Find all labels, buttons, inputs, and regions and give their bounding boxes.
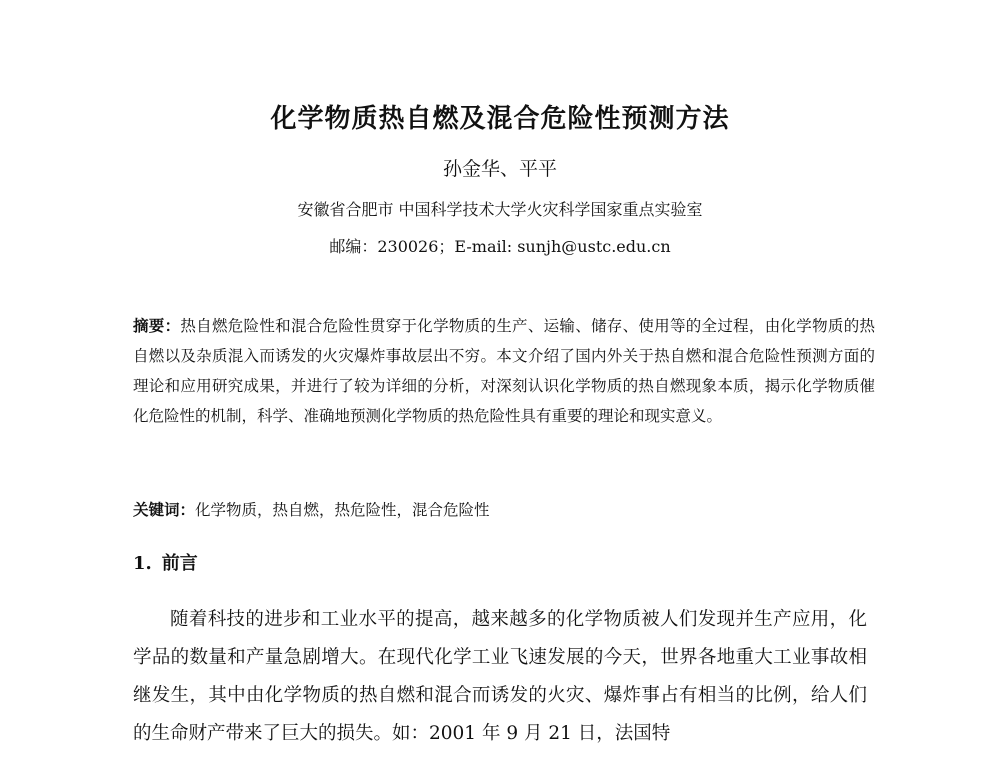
abstract-label: 摘要： [133, 317, 181, 335]
author-affiliation: 安徽省合肥市 中国科学技术大学火灾科学国家重点实验室 [297, 200, 703, 219]
keywords [133, 495, 875, 525]
keywords-label: 关键词： [133, 501, 196, 519]
section-heading [133, 549, 198, 575]
section-number: 1. [133, 553, 152, 574]
section-title: 前言 [161, 553, 198, 574]
paper-title: 化学物质热自燃及混合危险性预测方法 [270, 104, 730, 134]
paper-authors: 孙金华、平平 [442, 158, 557, 180]
section-paragraph: 随着科技的进步和工业水平的提高，越来越多的化学物质被人们发现并生产应用，化学品的数量和产量急剧增大。在现代化学工业飞速发展的今天，世界各地重大工业事故相继发生，其中由化学物质的热自燃和混合而诱发的火灾、爆炸事占有相当的比例，给人们的生命财产带来了巨大的损失。如：2001 年 9 月 21 日，法国特 [133, 609, 867, 744]
author-contact: 邮编：230026；E-mail: sunjh@ustc.edu.cn [329, 237, 671, 256]
abstract-text: 热自燃危险性和混合危险性贯穿于化学物质的生产、运输、储存、使用等的全过程，由化学物质的热自燃以及杂质混入而诱发的火灾爆炸事故层出不穷。本文介绍了国内外关于热自燃和混合危险性预测方面的理论和应用研究成果，并进行了较为详细的分析，对深刻认识化学物质的热自燃现象本质，揭示化学物质催化危险性的机制，科学、准确地预测化学物质的热危险性具有重要的理论和现实意义。 [133, 317, 875, 425]
abstract [133, 311, 875, 431]
keywords-text: 化学物质，热自燃，热危险性，混合危险性 [195, 501, 490, 519]
